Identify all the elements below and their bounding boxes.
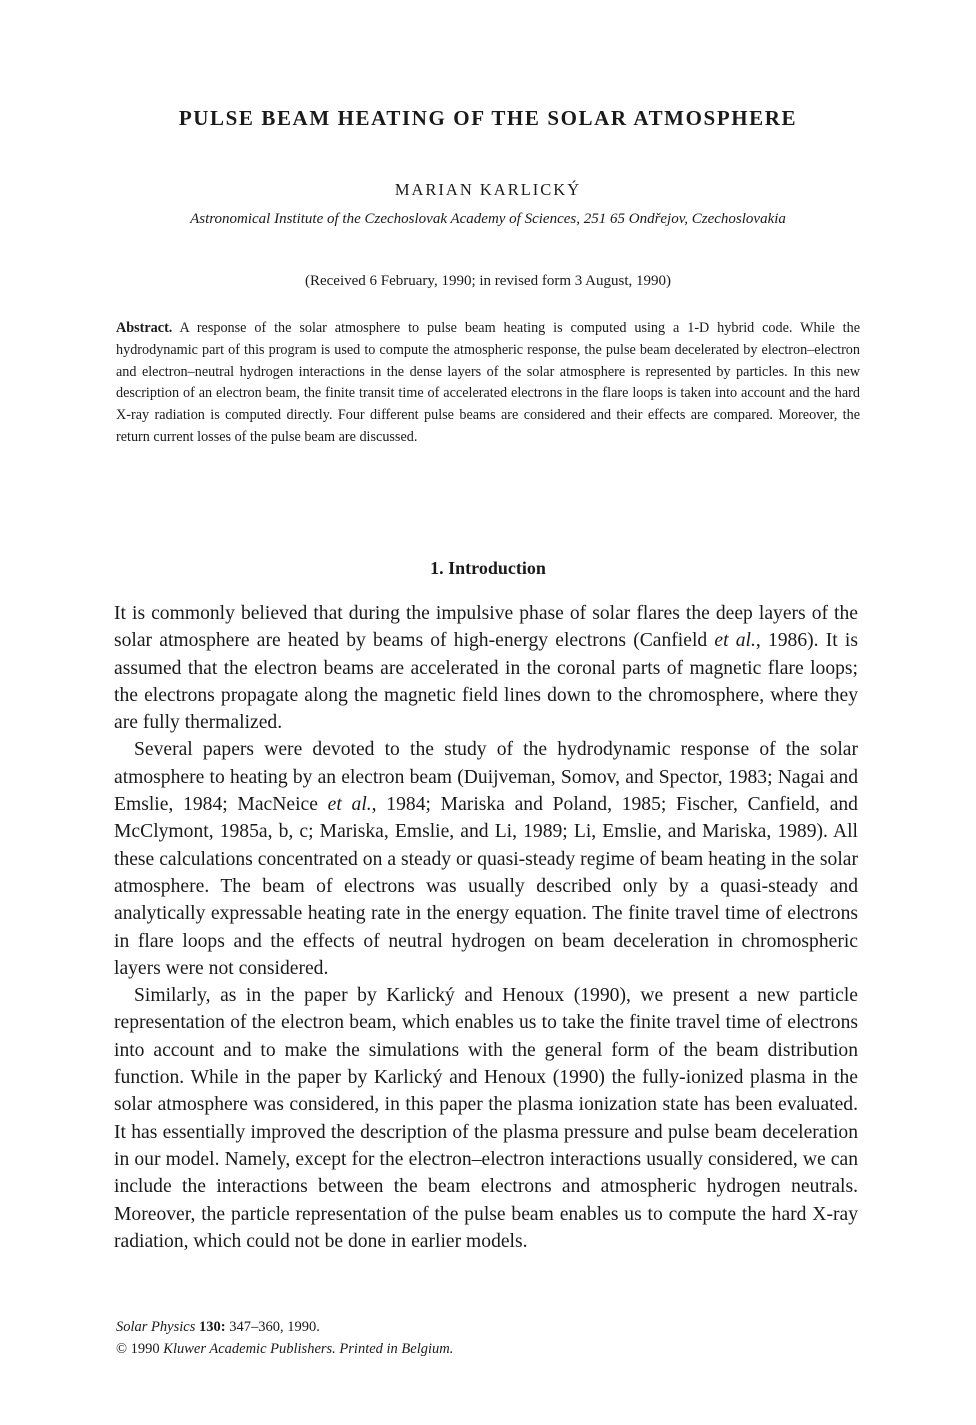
received-dates: (Received 6 February, 1990; in revised form 3 August, 1990) [304,273,672,289]
paper-title: PULSE BEAM HEATING OF THE SOLAR ATMOSPHERE [178,106,798,130]
section-heading: 1. Introduction [430,558,546,578]
paragraph-2-etal: et al. [327,794,372,816]
abstract-text: A response of the solar atmosphere to pulse beam heating is computed using a 1-D hybrid code. While the hydrodynamic part of this program is used to compute the atmospheric response, the pulse beam decelerated by electron–electron and electron–neutral hydrogen interactions in the dense layers of the solar atmosphere is represented by particles. In this new description of an electron beam, the finite transit time of accelerated electrons in the flare loops is taken into account and the hard X-ray radiation is computed directly. Four different pulse beams are considered and their effects are compared. Moreover, the return current losses of the pulse beam are discussed. [116,320,860,445]
author-name: MARIAN KARLICKÝ [394,180,582,199]
paragraph-3: Similarly, as in the paper by Karlický and Henoux (1990), we present a new particle representation of the electron beam, which enables us to take the finite travel time of electrons into account and to make the simulations with the general form of the beam distribution function. While in the paper by Karlický and Henoux (1990) the fully-ionized plasma in the solar atmosphere was considered, in this paper the plasma ionization state has been evaluated. It has essentially improved the description of the plasma pressure and pulse beam deceleration in our model. Namely, except for the electron–electron interactions usually considered, we can include the interactions between the beam electrons and atmospheric hydrogen neutrals. Moreover, the particle representation of the pulse beam enables us to compute the hard X-ray radiation, which could not be done in earlier models. [114,985,858,1252]
abstract-label: Abstract. [116,320,173,336]
paragraph-2 [114,736,858,982]
paragraph-1-part-b: , 1986). It is assumed that the electron beams are accelerated in the coronal parts of magnetic flare loops; the electrons propagate along the magnetic field lines down to the chromosphere, where they are fully thermalized. [114,630,859,734]
copyright-year: © 1990 [116,1341,160,1357]
paragraph-1-part-a: It is commonly believed that during the impulsive phase of solar flares the deep layers of the solar atmosphere are heated by beams of high-energy electrons (Canfield [114,603,858,652]
publisher: Kluwer Academic Publishers. Printed in Belgium. [163,1341,454,1357]
footer [116,1316,860,1360]
journal-volume: 130: [198,1319,226,1335]
section-body [114,600,858,1255]
paragraph-1-etal: et al. [714,630,756,652]
paragraph-2-part-a: Several papers were devoted to the study of the hydrodynamic response of the solar atmosphere to heating by an electron beam (Duijveman, Somov, and Spector, 1983; Nagai and Emslie, 1984; MacNeice [114,739,858,816]
journal-pages: 347–360, 1990. [225,1319,320,1335]
paragraph-1 [114,600,858,736]
author-affiliation: Astronomical Institute of the Czechoslovak Academy of Sciences, 251 65 Ondřejov, Czechoslovakia [190,211,786,227]
abstract [116,318,860,449]
journal-citation [116,1316,860,1338]
copyright-line [116,1338,860,1360]
journal-name: Solar Physics [116,1319,196,1335]
paragraph-2-part-b: , 1984; Mariska and Poland, 1985; Fischer, Canfield, and McClymont, 1985a, b, c; Mariska, Emslie, and Li, 1989; Li, Emslie, and Mariska, 1989). All these calculations concentrated on a steady or quasi-steady regime of beam heating in the solar atmosphere. The beam of electrons was usually described only by a quasi-steady and analytically expressable heating rate in the energy equation. The finite travel time of electrons in flare loops and the effects of neutral hydrogen on beam deceleration in chromospheric layers were not considered. [114,794,858,979]
